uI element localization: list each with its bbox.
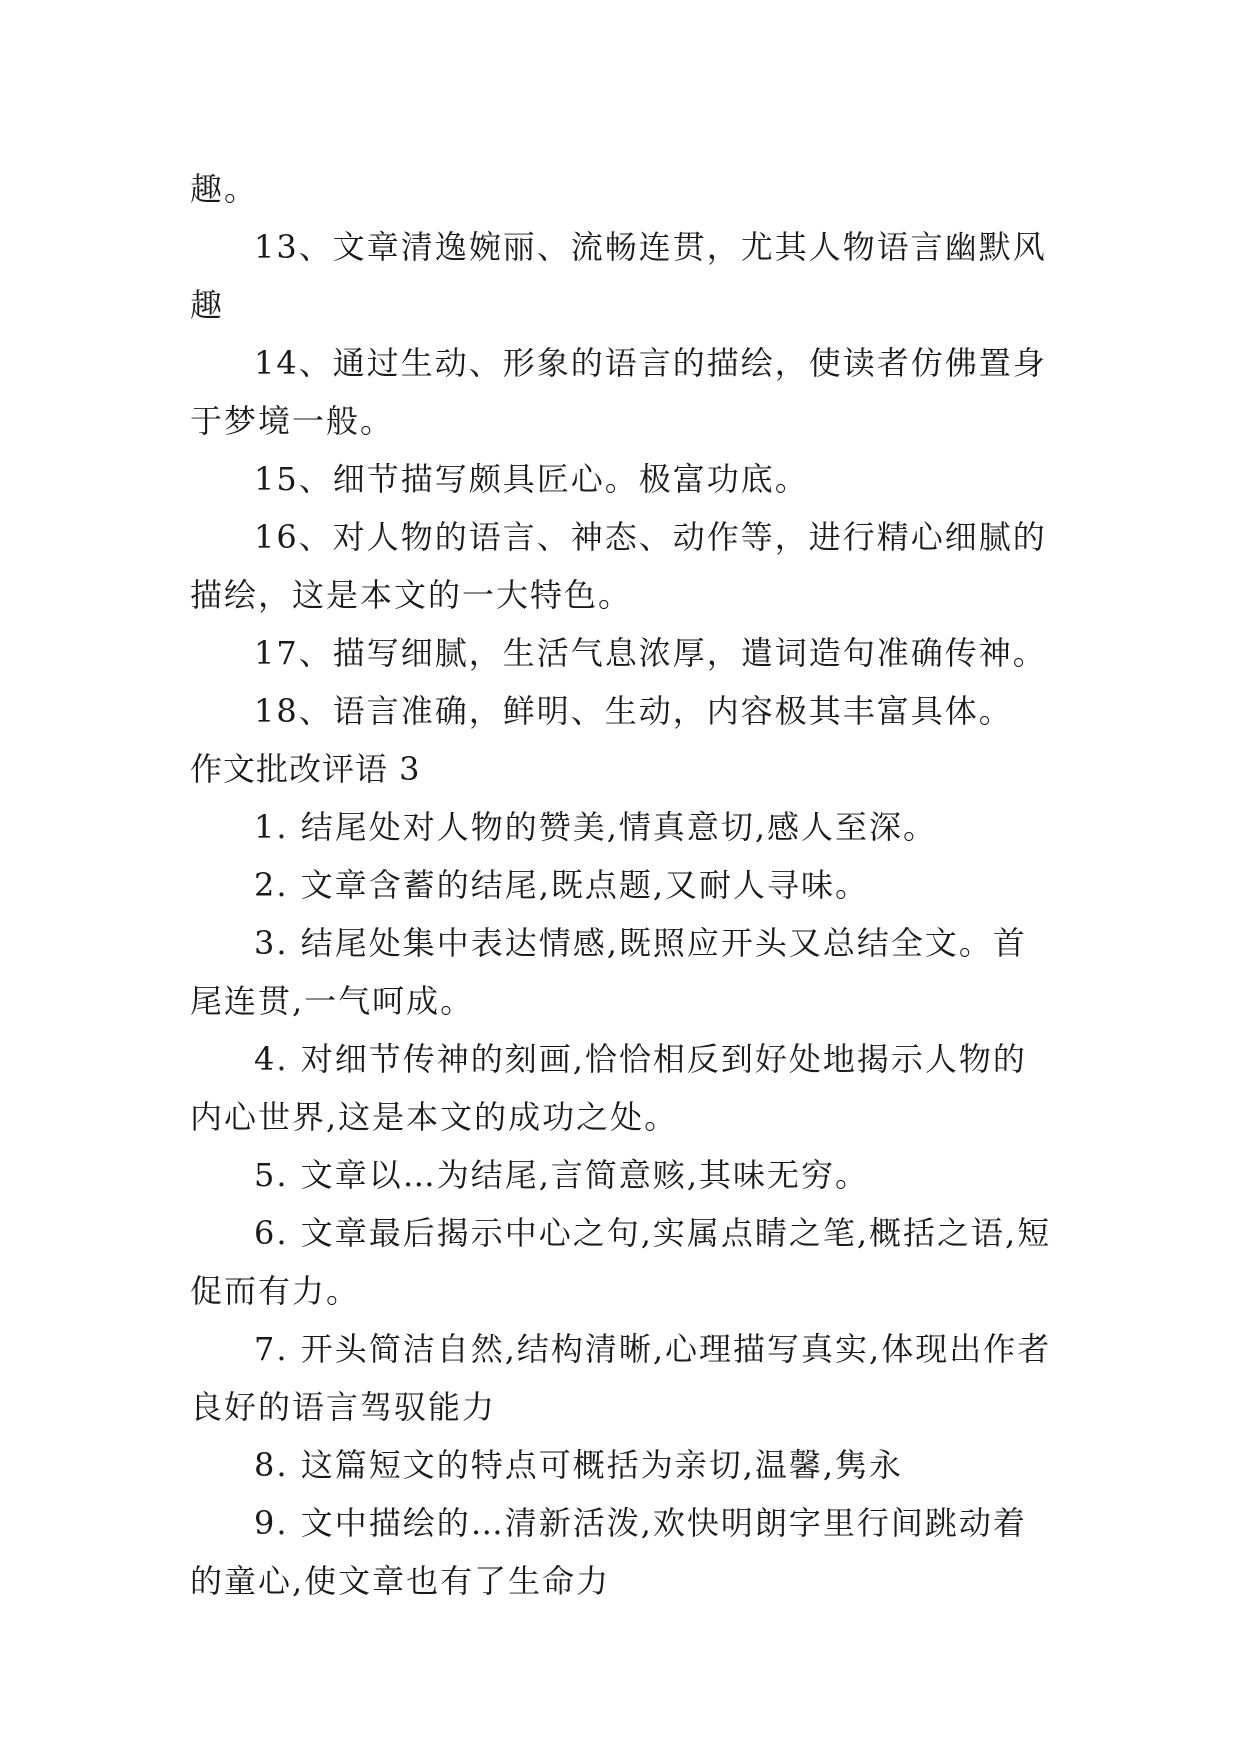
review-item-3: 3. 结尾处集中表达情感,既照应开头又总结全文。首尾连贯,一气呵成。	[190, 924, 1027, 1020]
continuation-text: 趣。	[190, 170, 259, 208]
review-item-2: 2. 文章含蓄的结尾,既点题,又耐人寻味。	[254, 866, 870, 904]
review-item-4: 4. 对细节传神的刻画,恰恰相反到好处地揭示人物的内心世界,这是本文的成功之处。	[190, 1040, 1027, 1136]
comment-item-13: 13、文章清逸婉丽、流畅连贯，尤其人物语言幽默风趣	[190, 228, 1047, 324]
comment-item-18: 18、语言准确，鲜明、生动，内容极其丰富具体。	[254, 692, 1013, 730]
review-item-1: 1. 结尾处对人物的赞美,情真意切,感人至深。	[254, 808, 938, 846]
review-item-6: 6. 文章最后揭示中心之句,实属点睛之笔,概括之语,短促而有力。	[190, 1214, 1052, 1310]
review-item-9: 9. 文中描绘的…清新活泼,欢快明朗字里行间跳动着的童心,使文章也有了生命力	[190, 1504, 1027, 1600]
comment-item-14: 14、通过生动、形象的语言的描绘，使读者仿佛置身于梦境一般。	[190, 344, 1047, 440]
comment-item-17: 17、描写细腻，生活气息浓厚，遣词造句准确传神。	[254, 634, 1047, 672]
document-body	[190, 160, 1060, 1610]
review-item-8: 8. 这篇短文的特点可概括为亲切,温馨,隽永	[254, 1446, 904, 1484]
comment-item-16: 16、对人物的语言、神态、动作等，进行精心细腻的描绘，这是本文的一大特色。	[190, 518, 1047, 614]
review-item-7: 7. 开头简洁自然,结构清晰,心理描写真实,体现出作者良好的语言驾驭能力	[190, 1330, 1052, 1426]
review-item-5: 5. 文章以…为结尾,言简意赅,其味无穷。	[254, 1156, 870, 1194]
comment-item-15: 15、细节描写颇具匠心。极富功底。	[254, 460, 809, 498]
section-heading: 作文批改评语 3	[190, 750, 421, 788]
